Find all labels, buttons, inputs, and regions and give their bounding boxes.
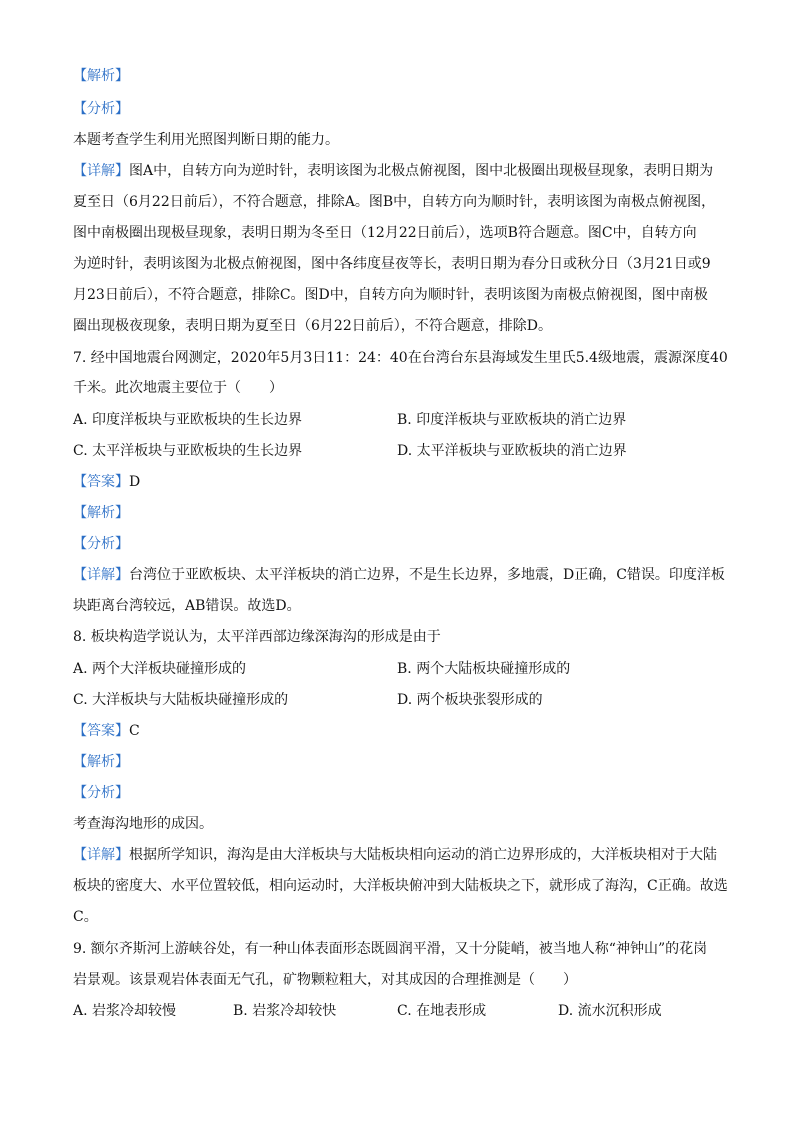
jiexi-tag-8: 【解析】 [73, 754, 129, 770]
q7-option-c: C. 太平洋板块与亚欧板块的生长边界 [73, 443, 303, 459]
detail-line-6-1: 【详解】图A中，自转方向为逆时针，表明该图为北极点俯视图，图中北极圈出现极昼现象，表明日期为 [73, 163, 714, 179]
q9-stem-1: 9. 额尔齐斯河上游峡谷处，有一种山体表面形态既圆润平滑，又十分陡峭，被当地人称“神钟山”的花岗 [73, 941, 708, 957]
q9-option-c: C. 在地表形成 [397, 1003, 487, 1019]
detail-line-6-5: 月23日前后），不符合题意，排除C。图D中，自转方向为顺时针，表明该图为南极点俯视图，图中南极 [73, 287, 708, 303]
q7-option-a: A. 印度洋板块与亚欧板块的生长边界 [73, 412, 303, 428]
q7-stem-1: 7. 经中国地震台网测定，2020年5月3日11：24：40在台湾台东县海域发生里氏5.4级地震，震源深度40 [73, 350, 728, 366]
q7-detail-1: 【详解】台湾位于亚欧板块、太平洋板块的消亡边界，不是生长边界，多地震，D正确，C错误。印度洋板 [73, 567, 725, 583]
q8-option-b: B. 两个大陆板块碰撞形成的 [397, 661, 571, 677]
q9-stem-2: 岩景观。该景观岩体表面无气孔，矿物颗粒粗大，对其成因的合理推测是（ ） [73, 972, 577, 988]
q8-option-d: D. 两个板块张裂形成的 [397, 692, 543, 708]
q7-stem-2: 千米。此次地震主要位于（ ） [73, 380, 283, 396]
q9-option-b: B. 岩浆冷却较快 [233, 1003, 337, 1019]
q7-option-d: D. 太平洋板块与亚欧板块的消亡边界 [397, 443, 627, 459]
q9-option-a: A. 岩浆冷却较慢 [73, 1003, 177, 1019]
q8-option-c: C. 大洋板块与大陆板块碰撞形成的 [73, 692, 289, 708]
fenxi-text-6: 本题考查学生利用光照图判断日期的能力。 [73, 132, 339, 148]
jiexi-tag-7: 【解析】 [73, 505, 129, 521]
detail-line-6-3: 图中南极圈出现极昼现象，表明日期为冬至日（12月22日前后），选项B符合题意。图C中，自转方向 [73, 225, 697, 241]
q8-detail-3: C。 [73, 909, 98, 925]
xiangjie-tag-8: 【详解】 [73, 847, 129, 863]
daan-tag-8: 【答案】 [73, 723, 129, 739]
q8-answer: 【答案】C [73, 723, 140, 739]
xiangjie-tag-6: 【详解】 [73, 163, 129, 179]
q8-stem: 8. 板块构造学说认为，太平洋西部边缘深海沟的形成是由于 [73, 629, 441, 645]
q8-option-a: A. 两个大洋板块碰撞形成的 [73, 661, 247, 677]
detail-line-6-2: 夏至日（6月22日前后），不符合题意，排除A。图B中，自转方向为顺时针，表明该图为南极点俯视图， [73, 194, 716, 210]
q7-detail-2: 块距离台湾较远，AB错误。故选D。 [73, 598, 301, 614]
q9-option-d: D. 流水沉积形成 [558, 1003, 662, 1019]
q7-option-b: B. 印度洋板块与亚欧板块的消亡边界 [397, 412, 627, 428]
jiexi-tag-6: 【解析】 [73, 68, 129, 84]
fenxi-tag-7: 【分析】 [73, 536, 129, 552]
q8-detail-2: 板块的密度大、水平位置较低，相向运动时，大洋板块俯冲到大陆板块之下，就形成了海沟，C正确。故选 [73, 878, 728, 894]
fenxi-tag-8: 【分析】 [73, 785, 129, 801]
q8-detail-1: 【详解】根据所学知识，海沟是由大洋板块与大陆板块相向运动的消亡边界形成的，大洋板块相对于大陆 [73, 847, 717, 863]
q7-answer: 【答案】D [73, 474, 141, 490]
fenxi-tag-6: 【分析】 [73, 101, 129, 117]
daan-tag-7: 【答案】 [73, 474, 129, 490]
xiangjie-tag-7: 【详解】 [73, 567, 129, 583]
q8-fenxi-text: 考查海沟地形的成因。 [73, 816, 213, 832]
detail-line-6-4: 为逆时针，表明该图为北极点俯视图，图中各纬度昼夜等长，表明日期为春分日或秋分日（3月21日或9 [73, 256, 711, 272]
detail-line-6-6: 圈出现极夜现象，表明日期为夏至日（6月22日前后），不符合题意，排除D。 [73, 318, 552, 334]
